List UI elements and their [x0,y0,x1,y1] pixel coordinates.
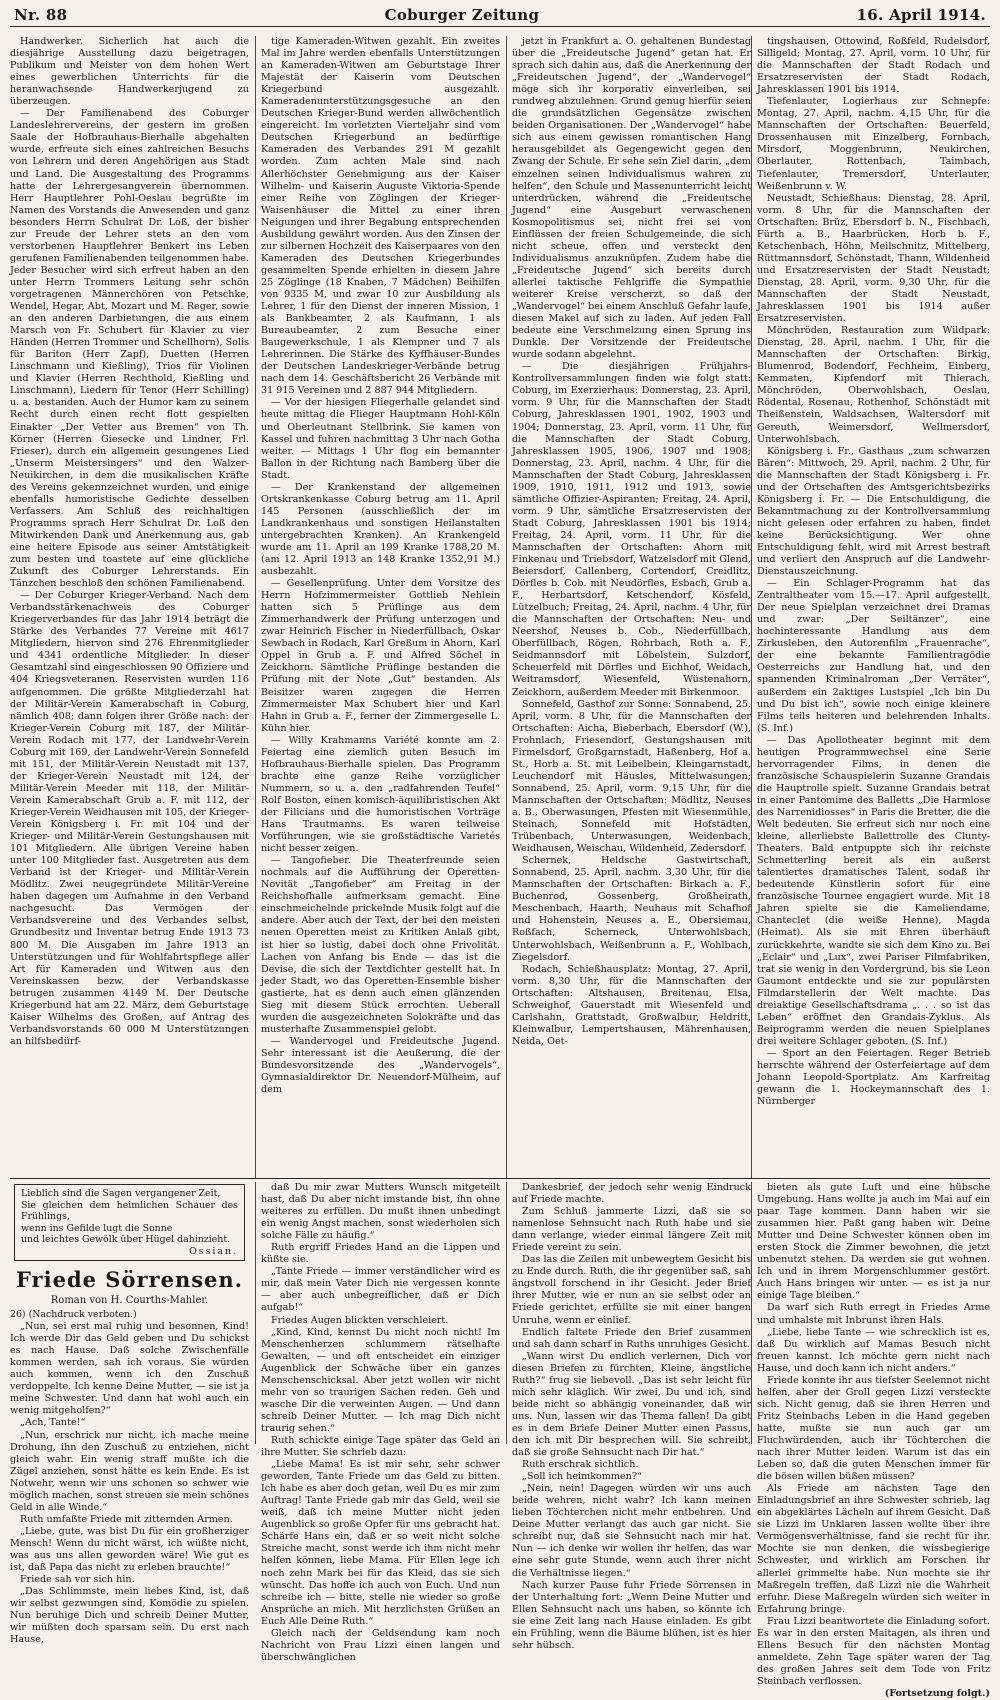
column-divider [506,1182,507,1444]
paragraph: — Sport an den Feiertagen. Reger Betrieb herrschte während der Osterfeiertage auf dem Johann Leopold-Sportplatz. Am Karfreitag gewann die 1. Hockeymannschaft des 1. Nürnberger [757,1047,990,1108]
paragraph: „Nun, sei erst mal ruhig und besonnen, Kind! Ich werde Dir das Geld geben und Du schickst es nach Hause. Daß solche Zwischenfälle kommen werden, sah ich voraus. Sie würden auch kommen, wenn ich den Zuschuß verdoppelte. Ich kenne Deine Mutter, — sie ist ja meine Schwester. Und dann hat wohl auch ein wenig mitgeholfen?“ [10,1321,249,1417]
paragraph: — Der Coburger Krieger-Verband. Nach dem Verbandsstärkenachweis des Coburger Kriegerverbandes für das Jahr 1914 beträgt die Stärke des Verbandes 77 Vereine mit 4617 Mitgliedern, hiervon sind 276 Ehrenmitglieder und 4341 ordentliche Mitglieder. In dieser Gesamtzahl sind eingeschlossen 90 Offiziere und 404 Kriegsveteranen. Reservisten wurden 116 aufgenommen. Die größte Mitgliederzahl hat der Militär-Verein Kamerabschaft in Coburg, nämlich 408; dann folgen ihrer Größe nach: der Krieger-Verein Coburg mit 187, der Militär-Verein Rodach mit 177, der Landwehr-Verein Coburg mit 169, der Landwehr-Verein Sonnefeld mit 151, der Militär-Verein Neustadt mit 137, der Krieger-Verein Neustadt mit 124, der Militär-Verein Meeder mit 118, der Militär-Verein Kamerabschaft Grub a. F. mit 112, der Krieger-Verein Weidhausen mit 105, der Krieger-Verein Königsberg i. Fr. mit 104 und der Krieger- und Militär-Verein Gestungshausen mit 101 Mitgliedern. Alle übrigen Vereine haben unter 100 Mitglieder fast. Ausgetreten aus dem Verband ist der Krieger- und Militär-Verein Mödlitz. Zwei neugegründete Militär-Vereine haben dagegen um Aufnahme in den Verband nachgesucht. Das Vermögen der Verbandsvereine und des Verbandes selbst, Grundbesitz und Inventar betrug Ende 1913 73 800 M. Die Ausgaben im Jahre 1913 an Unterstützungen und für Wohlfahrtspflege aller Art für Kameraden und Witwen aus den Vereinskassen bezw. der Verbandskasse betrugen zusammen 4149 M. Der Deutsche Kriegerbund hat am 22. März, dem Geburtstage Kaiser Wilhelms des Großen, auf Antrag des Verbandsvorstands 60 000 M Unterstützungen an hilfsbedürf- [10,590,249,1047]
serial-text-1 [10,1321,249,1646]
masthead [10,6,990,27]
news-column-3 [512,36,751,1178]
paragraph: — Der Krankenstand der allgemeinen Ortskrankenkasse Coburg betrug am 11. April 145 Personen (ausschließlich der im Landkrankenhaus und sonstigen Heilanstalten untergebrachten Kranken). An Krankengeld wurde am 11. April an 199 Kranke 1788,20 M. (am 12. April 1913 an 148 Kranke 1352,91 M.) ausbezahlt. [261,481,500,578]
serial-text-4 [757,1182,990,1688]
paragraph: „Liebe, gute, was bist Du für ein großherziger Mensch! Wenn du nicht wärst, ich wüßte nicht, was aus uns allen geworden wäre! Wie gut es ist, daß Papa das nicht zu erleben brauchte!“ [10,1525,249,1574]
continuation-note: (Fortsetzung folgt.) [884,1687,990,1699]
paragraph: — Die diesjährigen Frühjahrs-Kontrollversammlungen finden wie folgt statt: Coburg, im Exerzierhaus: Donnerstag, 23. April, vorm. 9 Uhr, für die Mannschaften der Stadt Coburg, Jahresklassen 1901, 1902, 1903 und 1904; Donnerstag, 23. April, vorm. 11 Uhr, für die Mannschaften der Stadt Coburg, Jahresklassen 1905, 1906, 1907 und 1908; Donnerstag, 23. April, nachm. 4 Uhr, für die Mannschaften der Stadt Coburg, Jahresklassen 1909, 1910, 1911, 1912 und 1913, sowie sämtliche Offizier-Aspiranten; Freitag, 24. April, vorm. 9 Uhr, sämtliche Ersatzreservisten der Stadt Coburg, Jahresklassen 1901 bis 1914; Freitag, 24. April, vorm. 11 Uhr, für die Mannschaften der Ortschaften: Ahorn mit Finkenau und Triebsdorf, Watzelsdorf mit Glend, Beiersdorf, Callenberg, Cortendorf, Creidlitz, Dörfles b. Cob. mit Neudörfles, Esbach, Grub a. F., Herbartsdorf, Ketschendorf, Kösfeld, Lützelbuch; Freitag, 24. April, nachm. 4 Uhr, für die Mannschaften der Ortschaften: Neu- und Neershof, Neuses b. Cob., Niederfüllbach, Oberfüllbach, Rögen, Rohrbach, Roth a. F., Seidmannsdorf mit Löbelstein, Sulzdorf, Scheuerfeld mit Dörfles und Eichhof, Weidach, Weitramsdorf, Wiesenfeld, Wüstenahorn, Zeickhorn, außerdem Meeder mit Birkenmoor. [512,361,751,698]
paragraph: Nach kurzer Pause fuhr Friede Sörrensen in der Unterhaltung fort: „Wenn Deine Mutter und Ellen Sehnsucht nach uns haben, so könnte ich sie eine Zeit lang nach Hause einladen. Es gibt ein Frühling, wenn die Bäume blühen, ist es hier sehr hübsch. [512,1579,751,1651]
serial-column-3 [512,1182,751,1651]
feuilleton-section [10,1182,990,1699]
paragraph: „Kind, Kind, kennst Du nicht noch nicht! Im Menschenherzen schlummern rätselhafte Gewalten, — und oft entscheidet ein einziger Augenblick der Schwäche über ein ganzes Menschenschicksal. Aber jetzt wollen wir nicht mehr von so traurigen Sachen reden. Geh und wasche Dir die verweinten Augen. — Und dann schreib Deiner Mutter. — Ich mag Dich nicht traurig sehen.“ [261,1326,500,1434]
paragraph: Friede sah vor sich hin. [20,1574,135,1586]
paragraph: Handwerker. Sicherlich hat auch die diesjährige Ausstellung dazu beigetragen, Publikum und Meister von dem hohen Wert eines gewerblichen Unterrichts für die heranwachsende Handwerkerjugend zu überzeugen. [10,36,249,108]
news-section [10,36,990,1179]
paragraph: Königsberg i. Fr., Gasthaus „zum schwarzen Bären“: Mittwoch, 29. April, nachm. 2 Uhr, für die Mannschaften der Stadt Königsberg i. Fr. und der Ortschaften des Amtsgerichtsbezirks Königsberg i. Fr. — Die Entschuldigung, die Bekanntmachung zu der Kontrollversammlung nicht gelesen oder erfahren zu haben, findet keine Berücksichtigung. Wer ohne Entschuldigung fehlt, wird mit Arrest bestraft und verliert den Anspruch auf die Landwehr-Dienstauszeichnung. [757,445,990,578]
column-divider [255,1182,256,1444]
paragraph: „Wann wirst Du endlich verlernen, Dich vor diesen Briefen zu fürchten, Kleine, ängstliche Ruth?“ frug sie liebevoll. „Das ist sehr leicht für mich sehr kläglich. Wir zwei, Du und ich, sind beide nicht so abhängig voneinander, daß wir uns. Nun, lassen wir das Thema fallen! Da gibt es in dem Briefe Deiner Mutter einen Passus, den ich mit Dir besprechen will. Sie schreibt, daß sie große Sehnsucht nach Dir hat.“ [512,1350,751,1459]
paragraph: „Soll ich heimkommen?“ [522,1471,642,1483]
paragraph: Schernek, Heldsche Gastwirtschaft, Sonnabend, 25. April, nachm. 3,30 Uhr, für die Mannschaften der Ortschaften: Birkach a. F., Buchenrod, Gossenberg, Großheirath, Meschenbach, Haarth, Neuhaus mit Schafhof und Hohenstein, Neuses a. E., Obersiemau, Roßfach, Scherneck, Unterwohlsbach, Unterwohlsbach, Weißenbrunn a. F., Wohlbach, Ziegelsdorf. [512,855,751,963]
news-column-1 [10,36,249,1178]
news-column-2 [261,36,500,1178]
column-divider [751,36,752,1178]
paragraph: „Ach, Tante!“ [20,1417,86,1429]
paragraph: — Willy Krahmanns Variété konnte am 2. Feiertag eine ziemlich guten Besuch im Hofbrauhaus-Bierhalle spielen. Das Programm brachte eine ganze Reihe vorzüglicher Nummern, so u. a. den „radfahrenden Teufel“ Rolf Boston, einen komisch-äquilibristischen Akt der Filicians und die humoristischen Vorträge Hans Trautmanns. Es waren teilweise Vorführungen, wie sie großstädtische Varietés nicht besser zeigen. [261,734,500,855]
news-column-4 [757,36,990,1178]
paragraph: Zum Schluß jammerte Lizzi, daß sie so namenlose Sehnsucht nach Ruth habe und sie dann verlange, wieder einmal längere Zeit mit Friede vereint zu sein. [512,1206,751,1254]
poem-lines [21,1188,238,1246]
paragraph: Frau Lizzi beantwortete die Einladung sofort. Es war in den ersten Maitagen, als ihren und Ellens Besuch für den nächsten Montag anmeldete. Zehn Tage später waren der Tag des großen Jahres seit dem Tode von Fritz Steinbach verflossen. [757,1615,990,1687]
poem-box [14,1184,245,1261]
issue-number: Nr. 88 [14,6,68,24]
poem-author: Ossian. [189,1245,238,1257]
paragraph: bieten als gute Luft und eine hübsche Umgebung. Hans wollte ja auch im Mai auf ein paar Tage kommen. Dann haben wir sie zusammen hier. Paßt gang haben wir. Deine Mutter und Deine Schwester können oben im ersten Stock die Zimmer bewohnen, die jetzt unbenutzt stehen. Da werden sie gut wohnen. Ich und in ihrem Morgenschlummer gestört. Auch Hans bringen wir unter. — es ist ja nur einige Tage bleiben.“ [757,1182,990,1302]
paragraph: wenn ins Gefilde lugt die Sonne [21,1222,173,1234]
serial-note: 26) (Nachdruck verboten.) [10,1309,137,1321]
serial-title: Friede Sörrensen. [16,1267,243,1292]
serial-column-1 [10,1182,249,1646]
paragraph: jetzt in Frankfurt a. O. gehaltenen Bundestag über die „Freideutsche Jugend“ getan hat. Er sprach sich dahin aus, daß die Anerkennung der „Freideutschen Jugend“, der „Wandervogel“ möge sich ihr korporativ einverleiben, sei rundweg abzulehnen. Grund genug hierfür seien die grundsätzlichen Gegensätze zwischen beiden Organisationen. Der „Wandervogel“ habe sich aus einem gewissen romantischen Hang herausgebildet als Gegengewicht gegen den Zwang der Schule. Er sehe sein Ziel darin, „dem einzelnen seinen Individualismus wahren zu helfen“, den Schule und Massenunterricht leicht unterdrücken, während die „Freideutsche Jugend“ eine Ausgeburt verwaschenen Kosmopolitismus sei, nicht frei sei von Einflüssen der freien Schulgemeinde, die sich nicht scheue, offen und versteckt den Individualismus anzuknüpfen. Zudem habe die „Freideutsche Jugend“ sich bereits durch allerlei taktische Fehlgriffe die Sympathie weiterer Kreise verscherzt, so daß der „Wandervogel“ bei einem Anschluß Gefahr laufe, diesen Makel auf sich zu laden. Auf jeden Fall bedeute eine Verschmelzung einen Sprung ins Dunkle. Der Vorsitzende der Freideutsche wurde sodann abgelehnt. [512,36,751,361]
paragraph: „Das Schlimmste, mein liebes Kind, ist, daß wir selbst gezwungen sind, Komödie zu spielen. Nun beruhige Dich und schreib Deiner Mutter, wir müßten doch sparsam sein. Du erst nach Hause, [10,1586,249,1646]
paragraph: — Tangofieber. Die Theaterfreunde seien nochmals auf die Aufführung der Operetten-Novität „Tangofieber“ am Freitag in der Reichshofhalle aufmerksam gemacht. Eine einschmeichelnde prickelnde Musik folgt auf die andere. Aber auch der Text, der bei den meisten neuen Operetten meist zu Kritiken Anlaß gibt, ist hier so lustig, dabei doch ohne Frivolität. Lachen von Anfang bis Ende — das ist die Devise, die sich der Textdichter gestellt hat. In jeder Stadt, wo das Operetten-Ensemble bisher gastierte, hat es denn auch einen glänzenden Sieg mit diesem Stück errochten. Ueberall wurden die ausgezeichneten Solokräfte und das musterhafte Zusammenspiel gelobt. [261,855,500,1035]
paragraph: Ruth umfaßte Friede mit zitternden Armen. [20,1513,233,1525]
paragraph: tige Kameraden-Witwen gezahlt. Ein zweites Mal im Jahre werden ebenfalls Unterstützungen an Kameraden-Witwen am Geburtstage Ihrer Majestät der Kaiserin vom Deutschen Kriegerbund ausgezahlt. Kameradenunterstützungsgesuche an den Deutschen Krieger-Bund werden allwöchentlich eingereicht. Im vorletzten Vierteljahr sind vom Deutschen Kriegerbund an bedürftige Kameraden des Verbandes 291 M gezahlt worden. Zum achten Male sind nach Allerhöchster Genehmigung aus der Kaiser Wilhelm- und Kaiserin Auguste Viktoria-Spende einer Reihe von Zöglingen der Krieger-Waisenhäuser die Mittel zu einer ihren Neigungen und ihrer Begabung entsprechenden Ausbildung gewährt worden. Aus den Zinsen der zur silbernen Hochzeit des Kaiserpaares von den Kameraden des Deutschen Kriegerbundes gesammelten Spende erhielten in diesem Jahre 25 Zöglinge (18 Knaben, 7 Mädchen) Beihilfen von 9335 M, und zwar 10 zur Ausbildung als Lehrer, 1 für den Dienst der inneren Mission, 1 als Bankbeamter, 2 als Kaufmann, 1 als Bureaubeamter, 2 zum Besuche einer Baugewerkschule, 1 als Klempner und 7 als Lehrerinnen. Die Stärke des Kyffhäuser-Bundes der Deutschen Landeskrieger-Verbände betrug nach dem 14. Geschäftsbericht 26 Verbände mit 31 915 Vereinen und 2 887 944 Mitgliedern. [261,36,500,397]
paragraph: Ruth schickte einige Tage später das Geld an ihre Mutter. Sie schrieb dazu: [261,1434,500,1459]
paragraph: Sonnefeld, Gasthof zur Sonne: Sonnabend, 25. April, vorm. 8 Uhr, für die Mannschaften der Ortschaften: Aicha, Bieberbach, Ebersdorf (W.), Frohnlach, Friesendorf, Gestungshausen mit Firmelsdorf, Großgarnstadt, Haßenberg, Hof a. St., Horb a. St. mit Leibelbein, Kleingarnstadt, Leuchendorf mit Häusles, Mittelwasungen; Sonnabend, 25. April, vorm. 9,15 Uhr, für die Mannschaften der Ortschaften: Mödlitz, Neuses a. B., Oberwasungen, Pfesten mit Wiesenmühle, Steinach, Sonnefeld mit Hofstädten, Trübenbach, Unterwasungen, Weidenbach, Weidhausen, Weischau, Wildenheid, Zedersdorf. [512,698,751,855]
paragraph: Als Friede am nächsten Tage den Einladungsbrief an ihre Schwester schrieb, lag ein abgeklärtes Lächeln auf ihrem Gesicht. Daß sie Lizzi im Unklaren lassen wollte über ihre Vermögensverhältnisse, fand sie recht für ihr. Mochte sie nun denken, die wissbegierige Schwester, und wirklich am Forschen ihr allerlei grimmelte habe. Nun mochte sie ihr Maßregeln treffen, daß Lizzi nie die Wahrheit erfuhr. Diese Maßregeln würden sich weiter in Erfahrung bringe. [757,1483,990,1615]
paragraph: Neustadt, Schießhaus: Dienstag, 28. April, vorm. 8 Uhr, für die Mannschaften der Ortschaften: Brüz, Ebersdorf b. N., Fischbach, Fürth a. B., Haarbrücken, Horb b. F., Ketschenbach, Höhn, Meilschnitz, Mittelberg, Rüttmannsdorf, Schönstadt, Thann, Wildenheid und Ersatzreservisten der Stadt Neustadt; Dienstag, 28. April, vorm. 9,30 Uhr, für die Mannschaften der Stadt Neustadt, Jahresklassen 1901 bis 1914 außer Ersatzreservisten. [757,192,990,325]
paragraph: daß Du mir zwar Mutters Wunsch mitgeteilt hast, daß Du aber nicht imstande bist, ihn ohne weiteres zu erfüllen. Du mußt ihnen unbedingt ein wenig Angst machen, sonst wiederholen sich solche Fälle zu häufig.“ [261,1182,500,1242]
issue-date: 16. April 1914. [856,6,986,24]
paragraph: Dankesbrief, der jedoch sehr wenig Eindruck auf Friede machte. [512,1182,751,1206]
paragraph: — Das Apollotheater beginnt mit dem heutigen Programmwechsel eine Serie hervorragender Films, in denen die französische Schauspielerin Suzanne Grandais die Hauptrolle spielt. Suzanne Grandais betrat in einer Pantomime des Balletts „Die Harmlose des Narrenidiosses“ in Paris die Bretter, die die Welt bedeuten. Sie erfreut sich nur noch eine kleine, allerliebste Ballettrolle des Clunty-Theaters. Bald entpuppte sich ihr reichste Schmetterling bereit als ein außerst talentiertes dramatisches Talent, sodaß ihr bedeutende Künstlerin sofort für eine französische Tournee engagiert wurde. Mit 18 Jahren spielte sie die Kameliendame, Chanteclet (die weiße Henne), Magda (Heimat). Als sie mit Ehren überhäuft zurückkehrte, wandte sie sich dem Kino zu. Bei „Eclair“ und „Lux“, zwei Pariser Filmfabriken, trat sie wenig in den Vordergrund, bis sie Leon Gaumont entdeckte und sie zur populärsten Filmdarstellerin der Welt machte. Das dreiaktige Gesellschaftsdrama „. . . so ist das Leben“ eröffnet den Grandais-Zyklus. Als Beiprogramm werden die neuen Spielplanes drei weitere Schlager geboten. (S. Inf.) [757,734,990,1047]
paragraph: Endlich faltete Friede den Brief zusammen und sah dann scharf in Ruths unruhiges Gesicht. [512,1326,751,1350]
serial-column-2 [261,1182,500,1663]
paragraph: „Liebe Mama! Es ist mir sehr, sehr schwer geworden, Tante Friede um das Geld zu bitten. Ich habe es aber doch getan, weil Du es mir zum Auftrag! Tante Friede gab mir das Geld, weil sie weiß, daß ich meine Mutter nicht jeden Augenblick so große Opfer für uns gebracht hat. Schärfe Hans ein, daß er so weit nicht solche Streiche macht, sonst werde ich ihm nicht mehr helfen können, liebe Mama. Für Ellen lege ich noch zehn Mark bei für das Kleid, das sie sich wünscht. Das hoffe ich auch von Euch. Und nun schreibe ich — bitte, stelle nie wieder so große Ansprüche an mich. Mit herzlichsten Grüßen an Euch Alle Deine Ruth.“ [261,1459,500,1627]
paragraph: — Der Familienabend des Coburger Landeslehrervereins, der gestern im großen Saale der Hofbrauhaus-Bierhalle abgehalten wurde, erfreute sich eines zahlreichen Besuchs von Lehrern und deren Angehörigen aus Stadt und Land. Die Ausgestaltung des Programms hatte der Lehrergesangverein übernommen. Herr Hauptlehrer Pohl-Oeslau begrüßte im Namen des Vorstands die Anwesenden und ganz besonders Herrn Schulrat Dr. Loß, der bisher zur Freude der Lehrer stets an den vom verstorbenen Hauptlehrer Benkert ins Leben gerufenen Familienabenden teilgenommen habe. Jeder Besucher wird sich erfreut haben an den unter Herrn Trommers Leitung sehr schön vorgetragenen Männerchören von Petschke, Wendel, Hegar, Abt, Mozart und M. Reger, sowie an den anderen Darbietungen, die aus einem Marsch von Fr. Schubert für Klavier zu vier Händen (Herren Trommer und Schellhorn), Solis für Bariton (Herr Zapf), Duetten (Herren Linschmann und Kießling), Trios für Violinen und Klavier (Herren Rechthold, Kießling und Linschmann), Liedern für Tenor (Herr Schilling) u. a. bestanden. Auch der Humor kam zu seinem Recht durch einen recht flott gespielten Einakter „Der Vetter aus Bremen“ von Th. Körner (Herren Giesecke und Lindner, Frl. Frieser), durch ein allgemein gesungenes Lied „Unserm Meistersingers“ und den Walzer-Neuikirchen, in dem die musikalischen Kräfte des Vereins gekennzeichnet wurden, und einige ebenfalls humoristische Gedichte desselben Verfassers. Am Schluß des reichhaltigen Programms sprach Herr Schulrat Dr. Loß den Mitwirkenden Dank und Anerkennung aus, gab eine heitere Episode aus seiner Amtstätigkeit zum besten und toastete auf eine glückliche Zukunft des Coburger Lehrerstands. Ein Tänzchen beschloß den schönen Familienabend. [10,108,249,590]
paragraph: Mönchröden, Restauration zum Wildpark: Dienstag, 28. April, nachm. 1 Uhr, für die Mannschaften der Ortschaften: Birkig, Blumenrod, Bodendorf, Fechheim, Einberg, Kemmaten, Kipfendorf mit Thierach, Mönchröden, Oberwohlsbach, Oeslau, Rödental, Rosenau, Rothenhof, Schönstädt mit Theißenstein, Waldsachsen, Waltersdorf mit Gereuth, Weimersdorf, Wellmersdorf, Unterwohlsbach. [757,325,990,445]
paragraph: „Tante Friede — immer verständlicher wird es mir, daß mein Vater Dich nie vergessen konnte — aber auch unbegreiflicher, daß er Dich aufgab!“ [261,1266,500,1314]
serial-column-4 [757,1182,990,1699]
paragraph: Da warf sich Ruth erregt in Friedes Arme und umhalste mit Inbrunst ihren Hals. [757,1302,990,1326]
column-divider [506,36,507,1178]
paragraph: Das las die Zeilen mit unbewegtem Gesicht bis zu Ende durch. Ruth, die ihr gegenüber saß, sah ängstvoll forschend in ihr Gesicht. Jeder Brief ihrer Mutter, wie er nun an sie selbst oder an Friede gerichtet, erfüllte sie mit einer bangen Unruhe, wenn er einlief. [512,1254,751,1326]
paragraph: Ruth erschrak sichtlich. [522,1459,639,1471]
paragraph: „Nein, nein! Dagegen würden wir uns auch beide wehren, nicht wahr? Ich kann meinen lieben Töchterchen nicht mehr entbehren. Und Deine Mutter verlangt das auch gar nicht. Sie schreibt nur, daß sie Sehnsucht nach mir hat. Nun — ich denke wir wollen ihr helfen, das war eine sehr gute Stunde, wenn auch ihrer nicht die Verhältnisse liegen.“ [512,1483,751,1579]
paragraph: Ruth ergriff Friedes Hand an die Lippen und küßte sie. [261,1242,500,1266]
paragraph: — Wandervogel und Freideutsche Jugend. Sehr interessant ist die Aeußerung, die der Bundesvorsitzende des „Wandervogels“, Gymnasialdirektor Dr. Neuendorf-Mülheim, auf dem [261,1035,500,1096]
paragraph: Friedes Augen blickten verschleiert. [271,1314,449,1326]
paragraph: Tiefenlauter, Logierhaus zur Schnepfe: Montag, 27. April, nachm. 4,15 Uhr, für die Mannschaften der Ortschaften: Beuerfeld, Drossenhausen mit Einzelberg, Fornbach, Mirsdorf, Moggenbrunn, Neukirchen, Oberlauter, Rottenbach, Taimbach, Tiefenlauter, Tremersdorf, Unterlauter, Weißenbrunn v. W. [757,96,990,192]
paragraph: Gleich nach der Geldsendung kam noch Nachricht von Frau Lizzi einen langen und überschwänglichen [261,1627,500,1663]
paragraph: Rodach, Schießhausplatz: Montag, 27. April, vorm. 8,30 Uhr, für die Mannschaften der Ortschaften: Altshausen, Breitenau, Elsa, Schweighof, Gauerstadt mit Wiesenfeld und Carlshahn, Grattstadt, Großwalbur, Heldritt, Kleinwalbur, Lempertshausen, Mährenhausen, Neida, Oet- [512,963,751,1047]
paragraph: Lieblich sind die Sagen vergangener Zeit, [21,1188,221,1199]
paragraph: „Liebe, liebe Tante — wie schrecklich ist es, daß Du wirklich auf Mamas Besuch nicht freuen kannst. Ich möchte gern nicht nach Hause, und doch kann ich nicht anders.“ [757,1326,990,1374]
paragraph: — Gesellenprüfung. Unter dem Vorsitze des Herrn Hofzimmermeister Gottlieb Nehlein hatten sich 5 Prüflinge aus dem Zimmerhandwerk der Prüfung unterzogen und zwar Heinrich Fischer in Niederfüllbach, Oskar Sewbach in Rodach, Karl Greßum in Ahorn, Karl Oppel in Grub a. F. und Alfred Söchel in Zeickhorn. Sämtliche Prüflinge bestanden die Prüfung mit der Note „Gut“ bestanden. Als Beisitzer waren zugegen die Herren Zimmermeister Max Schubert hier und Karl Hahn in Grub a. F., ferner der Zimmergeselle L. Kühn hier. [261,578,500,734]
paragraph: — Vor der hiesigen Fliegerhalle gelandet sind heute mittag die Flieger Hauptmann Hohl-Köln und Oberleutnant Stellbrink. Sie kamen von Kassel und fuhren nachmittag 3 Uhr nach Gotha weiter. — Mittags 1 Uhr flog ein bemannter Ballon in der Richtung nach Bamberg über die Stadt. [261,397,500,481]
paragraph: — Ein Schlager-Programm hat das Zentraltheater vom 15.—17. April aufgestellt. Der neue Spielplan verzeichnet drei Dramas und zwar: „Der Seiltänzer“, eine hochinteressante Handlung aus dem Zirkusleben, den Autorenfilm „Frauenrache“, der eine bekannte Familientragödie Oesterreichs zur Handlung hat, und den spannenden Kriminalroman „Der Verräter“, außerdem ein 2aktiges Lustspiel „Ich bin Du und Du bist ich“, sowie noch einige kleinere Films teils heiteren und belehrenden Inhalts. (S. Inf.) [757,578,990,734]
serial-byline: Roman von H. Courths-Mahler. [50,1295,209,1306]
paragraph: „Nun, erschrick nur nicht, ich mache meine Drohung, ihn den Zuschuß zu entziehen, nicht gleich wahr. Ein wenig straff mußte ich die Zügel anziehen, sonst hätte es kein Ende. Es ist Notwehr, wenn wir uns schonen so schwer wie möglich machen, sonst streuen sie mein schönes Geld in alle Winde.“ [10,1429,249,1513]
column-divider [751,1182,752,1444]
newspaper-title: Coburger Zeitung [384,6,540,24]
paragraph: und leichtes Gewölk über Hügel dahinzieht. [21,1234,231,1245]
paragraph: Friede konnte ihr aus tiefster Seelennot nicht helfen, aber der Groll gegen Lizzi versteckte sich. Nicht genug, daß sie ihren Herren und Fritz Steinbachs Leben in die Hand gegeben hatte, mußte sie nun auch gar um Fluchwürdenden, auch ihr Töchterchen die nach ihrer Mutter leiden. Warum ist das ein Leben so, daß die guten Menschen immer für die bösen willen büßen müssen? [757,1374,990,1483]
paragraph: tingshausen, Ottowind, Roßfeld, Rudelsdorf, Silligeld; Montag, 27. April, vorm. 10 Uhr, für die Mannschaften der Stadt Rodach und Ersatzreservisten der Stadt Rodach, Jahresklassen 1901 bis 1914. [757,36,990,96]
column-divider [255,36,256,1178]
paragraph: Sie gleichen dem heimlichen Schauer des Frühlings, [21,1199,238,1222]
